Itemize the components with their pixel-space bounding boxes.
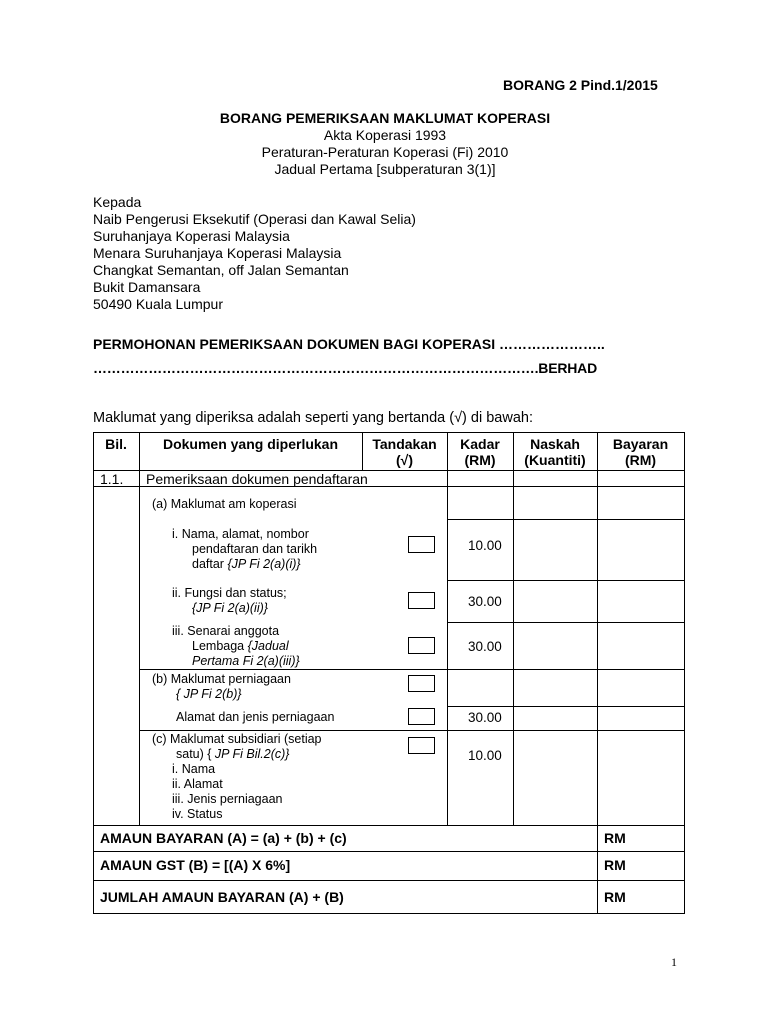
sub-b-detail: Alamat dan jenis perniagaan xyxy=(176,710,335,724)
sub-c-item: iv. Status xyxy=(172,807,223,821)
item-i-line2: pendaftaran dan tarikh xyxy=(192,542,318,556)
sub-c-ref: JP Fi Bil.2(c)} xyxy=(214,747,290,761)
sub-b-label xyxy=(152,672,291,702)
header-naskah-label: Naskah xyxy=(530,436,580,452)
address-line: 50490 Kuala Lumpur xyxy=(93,296,223,312)
rate-item-ii: 30.00 xyxy=(468,594,502,609)
checkbox-sub-b[interactable] xyxy=(408,675,435,692)
checkbox-item-iii[interactable] xyxy=(408,637,435,654)
total-a-rm: RM xyxy=(604,830,626,846)
header-naskah-sub: (Kuantiti) xyxy=(524,452,586,468)
header-tandakan-label: Tandakan xyxy=(372,436,437,452)
sub-c-label xyxy=(152,732,322,822)
header-bayaran xyxy=(597,436,684,468)
sub-c-line2: satu) { xyxy=(176,747,215,761)
header-bayaran-sub: (RM) xyxy=(624,452,657,468)
header-kadar-sub: (RM) xyxy=(464,452,496,468)
checkbox-item-i[interactable] xyxy=(408,536,435,553)
item-iii-ref-a: {Jadual xyxy=(247,639,289,653)
address-line: Kepada xyxy=(93,194,142,210)
item-iii-line2: Lembaga xyxy=(192,639,248,653)
item-i-line3: daftar xyxy=(192,557,228,571)
checkbox-sub-b-detail[interactable] xyxy=(408,708,435,725)
total-b-rm: RM xyxy=(604,857,626,873)
address-line: Suruhanjaya Koperasi Malaysia xyxy=(93,228,290,244)
sub-b-ref: { JP Fi 2(b)} xyxy=(176,687,242,701)
total-c-rm: RM xyxy=(604,889,626,905)
application-line-2: …………………………………………………………………………………….BERHAD xyxy=(93,360,597,376)
item-ii-line1: ii. Fungsi dan status; xyxy=(172,586,287,600)
header-bayaran-label: Bayaran xyxy=(612,436,669,452)
header-tandakan xyxy=(362,436,447,468)
item-i-ref: {JP Fi 2(a)(i)} xyxy=(227,557,301,571)
total-b-label: AMAUN GST (B) = [(A) X 6%] xyxy=(100,857,291,873)
header-kadar-label: Kadar xyxy=(460,436,500,452)
rate-item-i: 10.00 xyxy=(468,538,502,553)
page-number: 1 xyxy=(671,955,677,969)
header-bil: Bil. xyxy=(105,436,127,452)
header-tandakan-sub: (√) xyxy=(395,452,413,468)
total-c-label: JUMLAH AMAUN BAYARAN (A) + (B) xyxy=(100,889,344,905)
item-iii-ref-b: Pertama Fi 2(a)(iii)} xyxy=(192,654,300,668)
sub-c-line1: (c) Maklumat subsidiari (setiap xyxy=(152,732,322,746)
form-title: BORANG PEMERIKSAAN MAKLUMAT KOPERASI xyxy=(219,110,551,126)
address-line: Menara Suruhanjaya Koperasi Malaysia xyxy=(93,245,342,261)
total-a-label: AMAUN BAYARAN (A) = (a) + (b) + (c) xyxy=(100,830,347,846)
item-i xyxy=(172,527,317,572)
subtitle-regulation: Peraturan-Peraturan Koperasi (Fi) 2010 xyxy=(261,144,509,160)
header-dokumen: Dokumen yang diperlukan xyxy=(162,436,339,452)
item-iii-line1: iii. Senarai anggota xyxy=(172,624,280,638)
subtitle-act: Akta Koperasi 1993 xyxy=(323,127,447,143)
sub-c-item: iii. Jenis perniagaan xyxy=(172,792,283,806)
rate-sub-c: 10.00 xyxy=(468,748,502,763)
header-naskah xyxy=(513,436,597,468)
rate-sub-b: 30.00 xyxy=(468,710,502,725)
sub-b-line1: (b) Maklumat perniagaan xyxy=(152,672,291,686)
rate-item-iii: 30.00 xyxy=(468,639,502,654)
section-bil: 1.1. xyxy=(100,471,124,487)
address-line: Naib Pengerusi Eksekutif (Operasi dan Kawal Selia) xyxy=(93,211,416,227)
form-code: BORANG 2 Pind.1/2015 xyxy=(503,77,658,93)
intro-text: Maklumat yang diperiksa adalah seperti yang bertanda (√) di bawah: xyxy=(93,410,533,426)
address-line: Changkat Semantan, off Jalan Semantan xyxy=(93,262,349,278)
header-kadar xyxy=(447,436,513,468)
item-i-line1: i. Nama, alamat, nombor xyxy=(172,527,309,541)
subtitle-schedule: Jadual Pertama [subperaturan 3(1)] xyxy=(274,161,496,177)
sub-c-item: i. Nama xyxy=(172,762,216,776)
sub-c-item: ii. Alamat xyxy=(172,777,223,791)
item-iii xyxy=(172,624,300,669)
section-title: Pemeriksaan dokumen pendaftaran xyxy=(146,471,368,487)
application-line-1: PERMOHONAN PEMERIKSAAN DOKUMEN BAGI KOPERASI ………………….. xyxy=(93,336,605,352)
address-line: Bukit Damansara xyxy=(93,279,201,295)
item-ii xyxy=(172,586,287,616)
checkbox-sub-c[interactable] xyxy=(408,737,435,754)
checkbox-item-ii[interactable] xyxy=(408,592,435,609)
item-ii-ref: {JP Fi 2(a)(ii)} xyxy=(192,601,268,615)
address-block xyxy=(93,194,416,313)
sub-a-label: (a) Maklumat am koperasi xyxy=(152,497,297,511)
